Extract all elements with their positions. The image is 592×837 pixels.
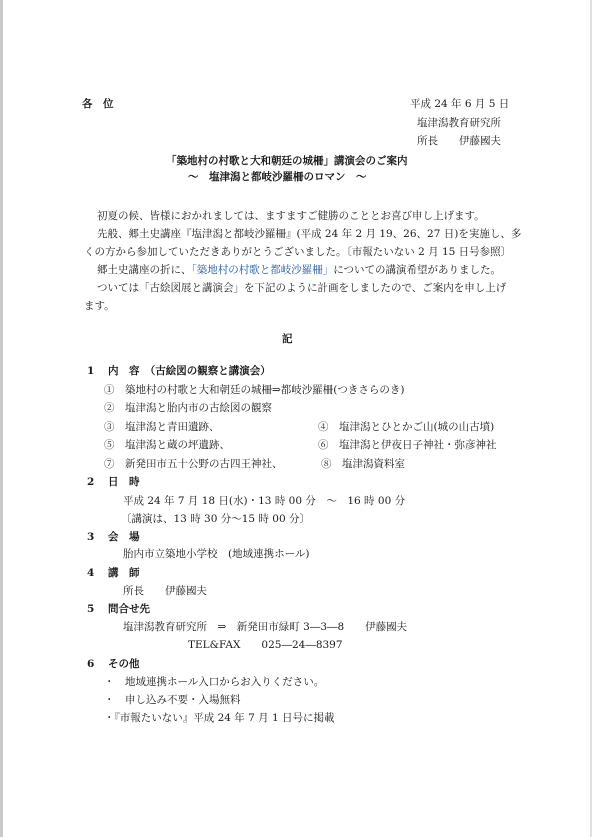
section-1-heading: 内 容 （古絵図の観察と講演会） bbox=[108, 365, 271, 377]
paragraph-4-line-1: ついては「古絵図展と講演会」を下記のように計画をしましたので、ご案内を申し上げ bbox=[97, 282, 507, 294]
section-4-heading: 講 師 bbox=[108, 567, 140, 579]
section-5-heading: 問合せ先 bbox=[108, 603, 150, 615]
paragraph-3-pre: 郷土史講座の折に、 bbox=[97, 264, 192, 276]
section-3-heading: 会 場 bbox=[108, 531, 140, 543]
section-2-line-2: 〔講演は、13 時 30 分～15 時 00 分〕 bbox=[121, 513, 310, 525]
section-6-bullet-3: ・『市報たいない』平成 24 年 7 月 1 日号に掲載 bbox=[104, 712, 335, 724]
section-2-number: 2 bbox=[87, 476, 95, 488]
addressee: 各 位 bbox=[82, 98, 114, 110]
list-item-8: ⑧ 塩津潟資料室 bbox=[321, 458, 405, 470]
paragraph-2-line-2: くの方から参加していただきありがとうございました。〔市報たいない 2 月 15 日号参照〕 bbox=[84, 246, 512, 258]
section-1-number: 1 bbox=[87, 365, 95, 377]
section-2-heading: 日 時 bbox=[108, 476, 140, 488]
section-6-number: 6 bbox=[87, 658, 95, 670]
section-6-bullet-1: ・ 地域連携ホール入口からお入りください。 bbox=[104, 676, 325, 688]
list-item-1: ① 築地村の村歌と大和朝廷の城柵⇒都岐沙羅柵(つきさらのき) bbox=[104, 384, 405, 396]
document-title: 「築地村の村歌と大和朝廷の城柵」講演会のご案内 bbox=[166, 155, 408, 167]
section-6-heading: その他 bbox=[108, 658, 140, 670]
section-3-number: 3 bbox=[87, 531, 95, 543]
section-4-line-1: 所長 伊藤國夫 bbox=[123, 585, 207, 597]
paragraph-3 bbox=[97, 264, 501, 277]
document-subtitle: ～ 塩津潟と都岐沙羅柵のロマン ～ bbox=[188, 171, 367, 183]
section-5-line-1: 塩津潟教育研究所 ⇒ 新発田市緑町 3―3―8 伊藤國夫 bbox=[123, 621, 408, 633]
paragraph-3-highlight: 「築地村の村歌と都岐沙羅柵」 bbox=[191, 264, 334, 276]
paragraph-3-post: についての講演希望がありました。 bbox=[333, 264, 502, 276]
section-4-number: 4 bbox=[87, 567, 95, 579]
list-item-6: ⑥ 塩津潟と伊夜日子神社・弥彦神社 bbox=[318, 439, 497, 451]
date: 平成 24 年 6 月 5 日 bbox=[410, 98, 510, 110]
list-item-4: ④ 塩津潟とひとかご山(城の山古墳) bbox=[318, 421, 495, 433]
author: 所長 伊藤國夫 bbox=[417, 135, 501, 147]
organization: 塩津潟教育研究所 bbox=[417, 117, 501, 129]
list-item-7: ⑦ 新発田市五十公野の古四王神社、 bbox=[104, 458, 283, 470]
scan-left-edge bbox=[0, 0, 3, 837]
list-item-5: ⑤ 塩津潟と蔵の坪遺跡、 bbox=[104, 439, 230, 451]
paragraph-1: 初夏の候、皆様におかれましては、ますますご健勝のこととお喜び申し上げます。 bbox=[97, 210, 485, 222]
paragraph-2-line-1: 先般、郷土史講座『塩津潟と都岐沙羅柵』(平成 24 年 2 月 19、26、27 日)を実施し、多 bbox=[97, 228, 522, 240]
list-item-3: ③ 塩津潟と青田遺跡、 bbox=[104, 421, 220, 433]
section-3-line-1: 胎内市立築地小学校 (地域連携ホール) bbox=[123, 548, 310, 560]
section-6-bullet-2: ・ 申し込み不要・入場無料 bbox=[104, 694, 241, 706]
list-item-2: ② 塩津潟と胎内市の古絵図の観察 bbox=[104, 402, 272, 414]
ki-heading: 記 bbox=[282, 333, 293, 345]
paragraph-4-line-2: ます。 bbox=[84, 300, 115, 312]
section-2-line-1: 平成 24 年 7 月 18 日(水)・13 時 00 分 ～ 16 時 00 分 bbox=[123, 495, 406, 507]
section-5-line-2: TEL&FAX 025―24―8397 bbox=[188, 639, 343, 651]
section-5-number: 5 bbox=[87, 603, 95, 615]
